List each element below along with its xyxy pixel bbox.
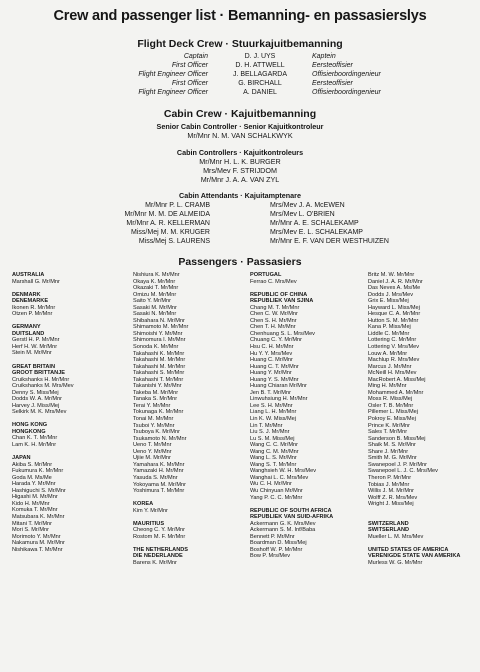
cabin-attendants-heading: Cabin Attendants · Kajuitamptenare	[179, 191, 301, 200]
cabin-attendants-grid	[30, 201, 450, 246]
passenger-name: Otzen P. Mr/Mnr	[12, 311, 53, 318]
passenger-name: Tokunaga K. Mr/Mnr	[133, 409, 184, 416]
passenger-name: Swanepoel L. J. C. Mrs/Mev	[368, 468, 438, 475]
cabin-attendant-name: Miss/Mej S. LAURENS	[138, 238, 210, 245]
passenger-name: Yamazaki H. Mr/Mnr	[133, 468, 184, 475]
cabin-attendants-left	[30, 201, 240, 246]
passenger-name: Mori S. Mr/Mnr	[12, 527, 49, 534]
passenger-name: Yoshimura T. Mr/Mnr	[133, 488, 185, 495]
country-heading: REPUBLIEK VAN SUID-AFRIKA	[250, 514, 334, 521]
passenger-name: Barens K. Mr/Mnr	[133, 559, 177, 566]
passenger-name: Marcus J. Mr/Mnr	[368, 363, 412, 370]
passenger-name: Das Neves A. Ms/Me	[368, 285, 421, 292]
passenger-name: Chen C. W. Mr/Mnr	[250, 311, 298, 318]
passenger-name: Takahashi M. Mr/Mnr	[133, 363, 186, 370]
passenger-name: Liddle C. Mr/Mnr	[368, 330, 410, 337]
passenger-name: Sasaki N. Mr/Mnr	[133, 311, 177, 318]
page-title: Crew and passenger list · Bemanning- en passasierslys	[53, 8, 427, 24]
passenger-name: Huang C. Mr/Mnr	[250, 357, 293, 364]
passenger-name: Tsuboya K. Mr/Mnr	[133, 429, 180, 436]
passenger-name: Wanghsieh W. H. Mrs/Mev	[250, 468, 316, 475]
cabin-attendant-name: Mrs/Mev L. O'BRIEN	[270, 211, 335, 218]
passenger-name: Nishikawa T. Mr/Mnr	[12, 546, 63, 553]
passenger-name: Cruikshanks M. Mrs/Mev	[12, 383, 74, 390]
passenger-name: Selkirk M. K. Mrs/Mev	[12, 409, 67, 416]
country-heading: JAPAN	[12, 455, 31, 462]
passenger-name: Hashiguchi S. Mr/Mnr	[12, 487, 66, 494]
passenger-name: Kim Y. Mr/Mnr	[133, 507, 168, 514]
passenger-name: Chen T. H. Mr/Mnr	[250, 324, 296, 331]
passenger-name: Lee S. H. Mr/Mnr	[250, 402, 293, 409]
passenger-name: Bennett P. Mr/Mnr	[250, 533, 295, 540]
passenger-name: Murless W. G. Mr/Mnr	[368, 559, 423, 566]
passenger-name: Rostom M. F. Mr/Mnr	[133, 533, 186, 540]
passenger-name: Linwuhsiung H. Mr/Mnr	[250, 396, 308, 403]
cabin-crew-section	[0, 108, 480, 140]
passenger-name: Lin K. W. Miss/Mej	[250, 415, 297, 422]
passenger-name: Moss R. Miss/Mej	[368, 396, 413, 403]
passenger-name: Theron P. Mr/Mnr	[368, 474, 412, 481]
passenger-name: Gerstl H. P. Mr/Mnr	[12, 337, 60, 344]
passenger-name: Shimoishi Y. Mr/Mnr	[133, 330, 183, 337]
passenger-name: Ming H. Mr/Mnr	[368, 383, 407, 390]
passenger-column-3	[250, 272, 360, 560]
passenger-name: Wang S. T. Mr/Mnr	[250, 461, 297, 468]
crew-role-afrikaans: Offisierboordingenieur	[312, 71, 381, 78]
passenger-column-4	[368, 272, 476, 566]
passenger-name: Lin T. Mr/Mnr	[250, 422, 283, 429]
passenger-name: Ackermann G. K. Mrs/Mev	[250, 520, 316, 527]
crew-name: J. BELLAGARDA	[232, 71, 288, 78]
passenger-name: Boardman D. Miss/Mej	[250, 540, 307, 547]
passenger-name: Okazaki T. Mr/Mnr	[133, 285, 179, 292]
passenger-column-2	[133, 272, 241, 566]
crew-role-afrikaans: Kaptein	[312, 53, 336, 60]
passenger-name: Hesque C. A. Mr/Mnr	[368, 311, 421, 318]
crew-role-afrikaans: Eersteoffisier	[312, 62, 353, 69]
passenger-name: Takanishi Y. Mr/Mnr	[133, 383, 182, 390]
passenger-name: Komuka T. Mr/Mnr	[12, 507, 58, 514]
country-heading: SWITSERLAND	[368, 527, 410, 534]
passenger-name: Chuang C. Y. Mr/Mnr	[250, 337, 303, 344]
country-heading: DENEMARKE	[12, 298, 49, 305]
passenger-name: Pillemer L. Miss/Mej	[368, 409, 419, 416]
passenger-name: Stein M. Mr/Mnr	[12, 350, 52, 357]
passenger-name: McNeill H. Mrs/Mev	[368, 370, 417, 377]
passenger-name: Prince K. Mr/Mnr	[368, 422, 410, 429]
passenger-name: Lu S. M. Miss/Mej	[250, 435, 295, 442]
country-heading: VERENIGDE STATE VAN AMERIKA	[368, 553, 461, 560]
passenger-name: Shaik M. S. Mr/Mnr	[368, 442, 416, 449]
passenger-name: Hsu C. H. Mr/Mnr	[250, 343, 294, 350]
passenger-name: Mueller L. M. Mrs/Mev	[368, 533, 424, 540]
cabin-attendant-name: Mr/Mnr M. M. DE ALMEIDA	[124, 211, 210, 218]
cabin-controller-name: Mr/Mnr J. A. A. VAN ZYL	[200, 175, 280, 184]
passenger-name: Willis J. M. Mr/Mnr	[368, 488, 414, 495]
passenger-name: Matsubara K. Mr/Mnr	[12, 514, 65, 520]
passenger-name: Machlup R. Mrs/Mev	[368, 357, 420, 364]
passenger-name: Liu S. J. Mr/Mnr	[250, 429, 290, 436]
cabin-controllers-heading: Cabin Controllers · Kajuitkontroleurs	[176, 148, 304, 157]
cabin-attendant-name: Miss/Mej M. M. KRUGER	[131, 229, 210, 236]
passenger-name: Boshoff W. P. Mr/Mnr	[250, 546, 303, 553]
cabin-attendants-section	[0, 191, 480, 246]
passenger-name: Kana P. Miss/Mej	[368, 324, 411, 331]
passenger-name: Swanepoel J. P. Mr/Mnr	[368, 461, 427, 468]
cabin-attendant-name: Mrs/Mev E. L. SCHALEKAMP	[270, 229, 363, 236]
passenger-name: Ackermann S. M. Inf/Baba	[250, 527, 316, 534]
passenger-name: Sasaki M. Mr/Mnr	[133, 304, 177, 311]
flight-deck-crew-rows	[28, 52, 452, 97]
cabin-crew-title: Cabin Crew · Kajuitbemanning	[163, 108, 317, 120]
country-heading: DENMARK	[12, 291, 41, 298]
passenger-name: Cruikshanks H. Mr/Mnr	[12, 376, 70, 383]
passenger-name: Wang C. C. Mr/Mnr	[250, 442, 298, 449]
country-heading: GROOT BRITTANJE	[12, 370, 66, 377]
passenger-name: Mohammed A. Mr/Mnr	[368, 389, 424, 396]
crew-name: D. J. UYS	[244, 53, 276, 60]
passenger-name: Hayward L. Miss/Mej	[368, 304, 420, 311]
passenger-name: Shimomura I. Mr/Mnr	[133, 337, 186, 344]
passenger-name: Saito Y. Mr/Mnr	[133, 298, 172, 305]
passengers-title: Passengers · Passasiers	[178, 256, 302, 268]
cabin-attendant-name: Mr/Mnr P. L. CRAMB	[145, 202, 210, 209]
passenger-name: Chan K. T. Mr/Mnr	[12, 435, 58, 442]
passenger-name: Wright J. Miss/Mej	[368, 501, 414, 508]
passenger-name: Daniel J. A. R. Mr/Mnr	[368, 278, 423, 285]
passenger-name: Takahashi K. Mr/Mnr	[133, 350, 185, 357]
passenger-name: Tonai M. Mr/Mnr	[133, 416, 174, 423]
country-heading: HONG KONG	[12, 422, 48, 429]
passenger-name: Wu C. H. Mr/Mnr	[250, 481, 292, 488]
passenger-name: Shibahara N. Mr/Mnr	[133, 317, 185, 324]
passenger-name: Huang Y. S. Mr/Mnr	[250, 376, 299, 383]
passenger-name: Liang L. H. Mr/Mnr	[250, 409, 297, 416]
passenger-name: Tsukamoto N. Mr/Mnr	[133, 435, 187, 442]
senior-controller-name: Mr/Mnr N. M. VAN SCHALKWYK	[187, 131, 293, 140]
country-heading: REPUBLIC OF CHINA	[250, 291, 308, 298]
passenger-name: Omizu M. Mr/Mnr	[133, 291, 177, 298]
passenger-name: Terai Y. Mr/Mnr	[133, 402, 171, 409]
passenger-name: Mitani T. Mr/Mnr	[12, 520, 52, 527]
crew-name: D. H. ATTWELL	[235, 62, 285, 69]
passenger-name: Okaya K. Mr/Mnr	[133, 278, 176, 285]
crew-name: G. BIRCHALL	[238, 80, 282, 87]
crew-role: Flight Engineer Officer	[138, 71, 208, 78]
passenger-name: Ikonen R. Mr/Mnr	[12, 304, 56, 311]
country-heading: HONGKONG	[12, 428, 46, 435]
country-heading: REPUBLIEK VAN SJINA	[250, 298, 314, 305]
passenger-name: Higashi M. Mr/Mnr	[12, 494, 58, 501]
passenger-name: Fukumura K. Mr/Mnr	[12, 468, 64, 475]
flight-deck-section	[0, 38, 480, 97]
passenger-name: Bow P. Mrs/Mev	[250, 553, 290, 560]
country-heading: SWITZERLAND	[368, 520, 409, 527]
cabin-attendant-name: Mr/Mnr E. F. VAN DER WESTHUIZEN	[270, 238, 389, 245]
passenger-name: Sales T. Mr/Mnr	[368, 429, 408, 436]
passenger-name: Marshall G. Mr/Mnr	[12, 278, 60, 285]
passenger-name: Takahashi M. Mr/Mnr	[133, 357, 186, 364]
passenger-name: Ueno Y. Mr/Mnr	[133, 448, 172, 455]
country-heading: DUITSLAND	[12, 330, 45, 337]
passenger-name: Tsuboi Y. Mr/Mnr	[133, 422, 175, 429]
passenger-name: Goda M. Ms/Me	[12, 474, 52, 481]
country-heading: DIE NEDERLANDE	[133, 553, 183, 560]
passenger-name: Ferrao C. Mrs/Mev	[250, 278, 297, 285]
passenger-name: Grix E. Miss/Mej	[368, 298, 409, 305]
cabin-attendant-name: Mr/Mnr A. R. KELLERMAN	[126, 220, 210, 227]
country-heading: GREAT BRITAIN	[12, 363, 55, 370]
passenger-name: Chenhuang S. L. Mrs/Mev	[250, 330, 315, 337]
passenger-name: Osler T. B. Mr/Mnr	[368, 402, 414, 409]
passenger-name: Huang Y. Mr/Mnr	[250, 370, 292, 377]
crew-role-afrikaans: Offisierboordingenieur	[312, 89, 381, 96]
passenger-name: Lam K. H. Mr/Mnr	[12, 442, 57, 449]
crew-role: First Officer	[171, 80, 208, 87]
passenger-name: Tanaka S. Mr/Mnr	[133, 396, 178, 403]
passenger-name: Dodds J. Mrs/Mev	[368, 291, 414, 298]
passenger-name: Nishiura K. Mr/Mnr	[133, 272, 180, 278]
crew-name: A. DANIEL	[243, 89, 277, 96]
passenger-name: Takahashi T. Mr/Mnr	[133, 376, 184, 383]
cabin-controller-name: Mrs/Mev F. STRIJDOM	[203, 166, 277, 175]
cabin-attendant-name: Mr/Mnr A. E. SCHALEKAMP	[270, 220, 359, 227]
passenger-name: Cheong C. Y. Mr/Mnr	[133, 527, 186, 534]
passenger-name: Wu Chinyuan Mr/Mnr	[250, 488, 303, 494]
crew-role: First Officer	[171, 62, 208, 69]
passenger-name: Sanderson B. Miss/Mej	[368, 435, 426, 442]
passenger-name: Wang L. S. Mr/Mnr	[250, 455, 297, 462]
passenger-column-1	[12, 272, 120, 553]
country-heading: GERMANY	[12, 324, 41, 331]
country-heading: KOREA	[133, 501, 154, 508]
passenger-name: Morimoto Y. Mr/Mnr	[12, 533, 61, 540]
passenger-name: Yang P. C. C. Mr/Mnr	[250, 494, 303, 501]
passenger-name: Kido H. Mr/Mnr	[12, 500, 50, 507]
passenger-name: Sonoda K. Mr/Mnr	[133, 344, 179, 351]
passenger-name: MacRobert A. Miss/Mej	[368, 376, 426, 383]
passenger-name: Dodds W. A. Mr/Mnr	[12, 396, 63, 403]
passenger-name: Lottering V. Mrs/Mev	[368, 344, 420, 351]
country-heading: THE NETHERLANDS	[133, 546, 189, 553]
crew-role-afrikaans: Eersteoffisier	[312, 80, 353, 87]
passenger-name: Britz M. W. Mr/Mnr	[368, 272, 415, 278]
passenger-name: Tobias J. Mr/Mnr	[368, 481, 410, 488]
passenger-name: Ueno T. Mr/Mnr	[133, 442, 172, 449]
passenger-name: Yokoyama M. Mr/Mnr	[133, 481, 186, 488]
passenger-name: Smith M. G. Mr/Mnr	[368, 455, 417, 462]
passenger-name: Wang C. M. Mr/Mnr	[250, 448, 299, 455]
passenger-name: Louw A. Mr/Mnr	[368, 350, 408, 357]
cabin-attendant-name: Mrs/Mev J. A. McEWEN	[270, 202, 345, 209]
senior-controller-heading: Senior Cabin Controller · Senior Kajuitkontroleur	[156, 122, 324, 131]
cabin-attendants-right	[250, 201, 460, 246]
passenger-name: Chang M. T. Mr/Mnr	[250, 304, 300, 311]
passenger-name: Share J. Mr/Mnr	[368, 448, 409, 455]
country-heading: UNITED STATES OF AMERICA	[368, 546, 449, 553]
passenger-name: Wolff Z. R. Mrs/Mev	[368, 494, 418, 501]
passenger-name: Ujiie M. Mr/Mnr	[133, 455, 171, 462]
flight-deck-title: Flight Deck Crew · Stuurkajuitbemanning	[137, 38, 343, 50]
passenger-name: Huang C. T. Mr/Mnr	[250, 363, 299, 370]
passenger-name: Takeba M. Mr/Mnr	[133, 389, 179, 396]
country-heading: AUSTRALIA	[12, 272, 45, 278]
country-heading: PORTUGAL	[250, 272, 282, 278]
passenger-name: Takahashi S. Mr/Mnr	[133, 370, 185, 377]
country-heading: REPUBLIC OF SOUTH AFRICA	[250, 507, 332, 514]
passenger-name: Yasuda S. Mr/Mnr	[133, 474, 178, 481]
passenger-name: Huang Chiaran Mr/Mnr	[250, 383, 307, 390]
crew-role: Flight Engineer Officer	[138, 89, 208, 96]
crew-role: Captain	[183, 53, 208, 60]
passenger-name: Chen S. H. Mr/Mnr	[250, 317, 297, 324]
passenger-name: Denny S. Miss/Mej	[12, 389, 59, 396]
passenger-name: Hutton S. M. Mr/Mnr	[368, 317, 419, 324]
passenger-name: Hu Y. Y. Mrs/Mev	[250, 350, 293, 357]
passenger-name: Harvey J. Miss/Mej	[12, 402, 60, 409]
passenger-name: Pokroy E. Miss/Mej	[368, 416, 416, 423]
cabin-controllers-section	[0, 148, 480, 184]
passenger-name: Lottering C. Mr/Mnr	[368, 337, 417, 344]
passenger-name: Jen B. T. Mr/Mnr	[250, 389, 291, 396]
passenger-name: Herf H. W. Mr/Mnr	[12, 343, 58, 350]
passenger-name: Wanghai L. C. Mrs/Mev	[250, 474, 309, 481]
country-heading: MAURITIUS	[133, 520, 165, 527]
cabin-controller-name: Mr/Mnr H. L. K. BURGER	[199, 157, 281, 166]
passenger-name: Nakamura M. Mr/Mnr	[12, 540, 65, 547]
passenger-name: Akiba S. Mr/Mnr	[12, 461, 53, 468]
passenger-name: Shimamoto M. Mr/Mnr	[133, 324, 189, 331]
passenger-name: Yamahara K. Mr/Mnr	[133, 461, 185, 468]
passenger-name: Harada Y. Mr/Mnr	[12, 481, 56, 488]
cabin-controllers-list	[0, 157, 480, 184]
